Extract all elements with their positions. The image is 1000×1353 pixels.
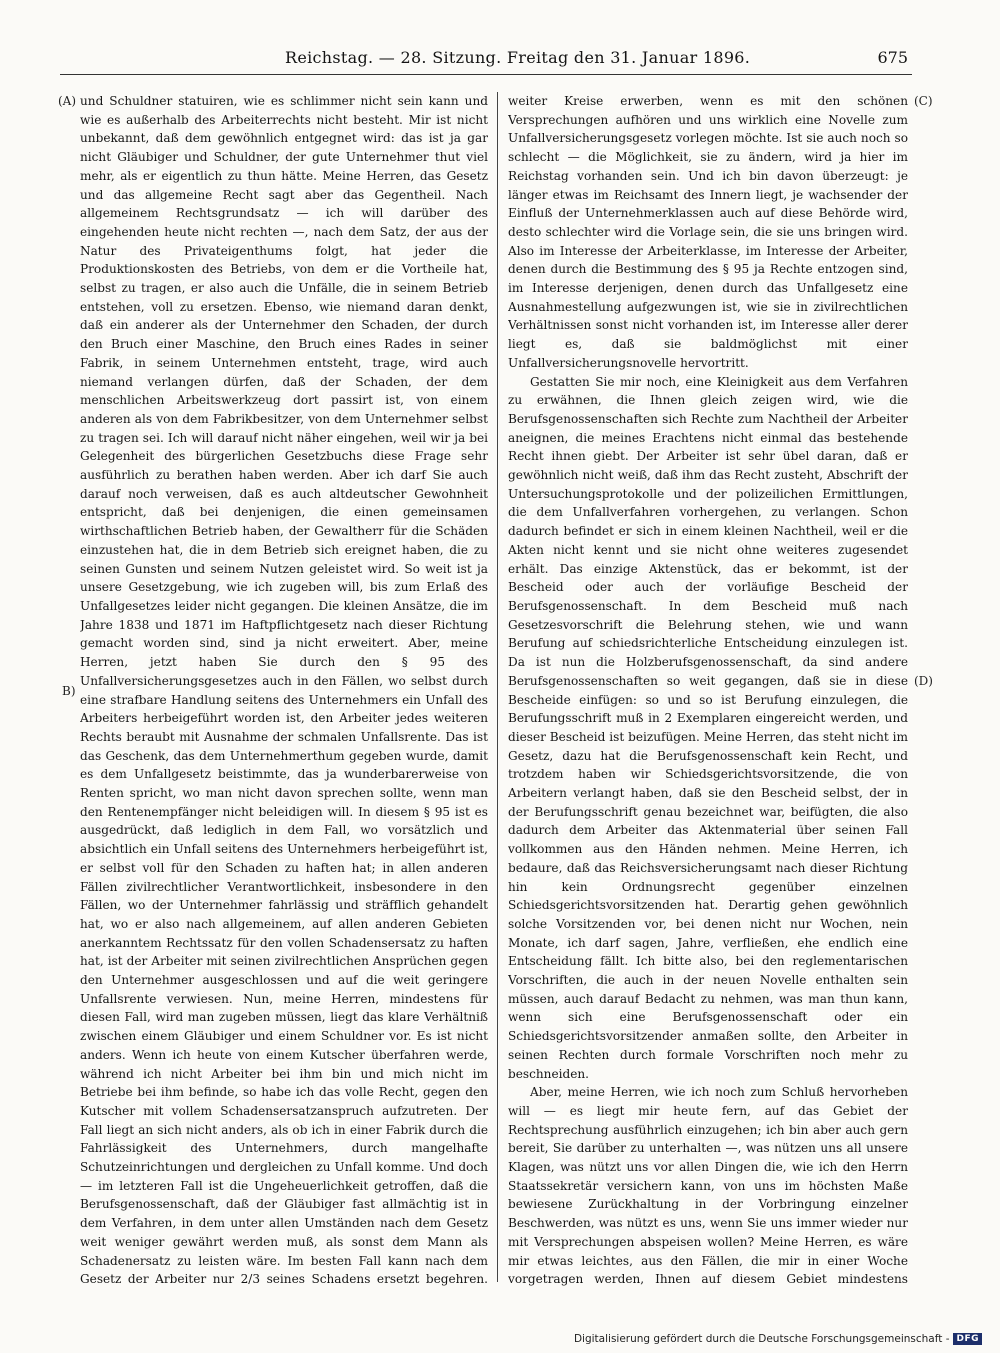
left-column — [80, 92, 488, 1292]
right-column — [508, 92, 908, 1292]
margin-marker-c: (C) — [914, 94, 933, 108]
page-header — [60, 44, 912, 74]
margin-marker-b: B) — [62, 684, 76, 698]
credit-text: Digitalisierung gefördert durch die Deutsche Forschungsgemeinschaft - — [573, 1333, 950, 1345]
paragraph: weiter Kreise erwerben, wenn es mit den schönen Versprechungen aufhören und uns wirklich eine Novelle zum Unfallversicherungsgesetz vorlegen möchte. Ist sie auch noch so schlecht — die Möglichkeit, sie zu ändern, wird ja hier im Reichstag vorhanden sein. Und ich bin davon überzeugt: je länger etwas im Reichsamt des Innern liegt, je wachsender der Einfluß der Unternehmerklassen auch auf diese Behörde wird, desto schlechter wird die Vorlage sein, die sie uns bringen wird. Also im Interesse der Arbeiterklasse, im Interesse der Arbeiter, denen durch die Bestimmung des § 95 ja Rechte entzogen sind, im Interesse derjenigen, denen durch das Unfallgesetz eine Ausnahmestellung aufgezwungen ist, wie sie in zivilrechtlichen Verhältnissen sonst nicht vorhanden ist, im Interesse aller derer liegt es, daß sie baldmöglichst mit einer Unfallversicherungsnovelle hervortritt. — [508, 94, 908, 370]
paragraph: und Schuldner statuiren, wie es schlimmer nicht sein kann und wie es außerhalb des Arbeiterrechts nicht besteht. Mir ist nicht unbekannt, daß dem gewöhnlich entgegnet wird: das ist ja gar nicht Gläubiger und Schuldner, der gute Unternehmer thut viel mehr, als er eigentlich zu thun hätte. Meine Herren, das Gesetz und das allgemeine Recht sagt aber das Gegentheil. Nach allgemeinem Rechtsgrundsatz — ich will darüber des eingehenden heute nicht rechten —, nach dem Satz, der aus der Natur des Privateigenthums folgt, hat jeder die Produktionskosten des Betriebs, von dem er die Vortheile hat, selbst zu tragen, er also auch die Unfälle, die in seinem Betrieb entstehen, voll zu ersetzen. Ebenso, wie niemand daran denkt, daß ein anderer als der Unternehmer den Schaden, der durch den Bruch einer Maschine, den Bruch eines Rades in seiner Fabrik, in seinem Unternehmen entsteht, trage, wird auch niemand verlangen dürfen, daß der Schaden, der dem menschlichen Arbeitswerkzeug dort passirt ist, von einem anderen als von dem Fabrikbesitzer, von dem Unternehmer selbst zu tragen sei. Ich will darauf nicht näher eingehen, weil wir ja bei Gelegenheit des bürgerlichen Gesetzbuchs diese Frage sehr ausführlich zu berathen haben werden. Aber ich darf Sie auch darauf noch verweisen, daß es auch altdeutscher Gewohnheit entspricht, daß bei denjenigen, die einen gemeinsamen wirthschaftlichen Betrieb haben, der Gewaltherr für die Schäden einzustehen hat, die in dem Betrieb sich ereignet haben, die zu seinen Gunsten und seinem Nutzen geleistet wird. So weit ist ja unsere Gesetzgebung, wie ich zugeben will, bis zum Erlaß des Unfallgesetzes leider nicht gegangen. Die kleinen Ansätze, die im Jahre 1838 und 1871 im Haftpflichtgesetz nach dieser Richtung gemacht worden sind, sind ja nicht erweitert. Aber, meine Herren, jetzt haben Sie durch den § 95 des Unfallversicherungsgesetzes auch in den Fällen, wo selbst durch eine strafbare Handlung seitens des Unternehmers ein Unfall des Arbeiters herbeigeführt worden ist, den Arbeiter jedes weiteren Rechts beraubt mit Ausnahme der schmalen Unfallsrente. Das ist das Geschenk, das dem Unternehmerthum gegeben wurde, damit es dem Unfallgesetz beistimmte, das ja wunderbarerweise von Renten spricht, wo man nicht davon sprechen sollte, wenn man den Rentenempfänger nicht beleidigen will. In diesem § 95 ist es ausgedrückt, daß lediglich in dem Fall, wo vorsätzlich und absichtlich ein Unfall seitens des Unternehmers herbeigeführt ist, er selbst voll für den Schaden zu haften hat; in allen anderen Fällen zivilrechtlicher Verantwortlichkeit, insbesondere in den Fällen, wo der Unternehmer fahrlässig und sträfflich gehandelt hat, wo er also nach allgemeinem, auf allen anderen Gebieten anerkanntem Rechtssatz für den vollen Schadensersatz zu haften hat, ist der Arbeiter mit seinen zivilrechtlichen Ansprüchen gegen den Unternehmer ausgeschlossen und auf die weit geringere Unfallsrente verwiesen. Nun, meine Herren, mindestens für diesen Fall, wird man zugeben müssen, liegt das klare Verhältniß zwischen einem Gläubiger und einem Schuldner vor. Es ist nicht anders. Wenn ich heute von einem Kutscher überfahren werde, während ich nicht Arbeiter bei ihm bin und mich nicht im Betriebe bei ihm befinde, so habe ich das volle Recht, gegen den Kutscher mit vollem Schadensersatzanspruch aufzutreten. Der Fall liegt an sich nicht anders, als ob ich in einer Fabrik durch die Fahrlässigkeit des Unternehmers, durch mangelhafte Schutzeinrichtungen und dergleichen zu Unfall komme. Und doch — im letzteren Fall ist die Ungeheuerlichkeit getroffen, daß die Berufsgenossenschaft, daß der Gläubiger fast allmächtig ist in dem Verfahren, in dem unter allen Umständen nach dem Gesetz weit weniger gewährt werden muß, als sonst dem Mann als Schadenersatz zu leisten wäre. Im besten Fall kann nach dem Gesetz der Arbeiter nur 2/3 seines Schadens ersetzt begehren. — [80, 94, 488, 1287]
page-number: 675 — [877, 48, 908, 67]
margin-marker-d: (D) — [914, 674, 933, 688]
paragraph: Gestatten Sie mir noch, eine Kleinigkeit aus dem Verfahren zu erwähnen, die Ihnen gleich zeigen wird, wie die Berufsgenossenschaften sich Rechte zum Nachtheil der Arbeiter aneignen, die meines Erachtens nicht einmal das bestehende Recht ihnen giebt. Der Arbeiter ist sehr übel daran, daß er gewöhnlich nicht weiß, daß ihm das Recht zusteht, Abschrift der Untersuchungsprotokolle und der polizeilichen Ermittlungen, die dem Unfallverfahren vorhergehen, zu verlangen. Schon dadurch befindet er sich in einem kleinen Nachtheil, weil er die Akten nicht kennt und sie nicht ohne weiteres zugesendet erhält. Das einzige Aktenstück, das er bekommt, ist der Bescheid oder auch der vorläufige Bescheid der Berufsgenossenschaft. In dem Bescheid muß nach Gesetzesvorschrift die Belehrung stehen, wie und wann Berufung auf schiedsrichterliche Entscheidung einzulegen ist. Da ist nun die Holzberufsgenossenschaft, da sind andere Berufsgenossenschaften so weit gegangen, daß sie in diese Bescheide einfügen: so und so ist Berufung einzulegen, die Berufungsschrift muß in 2 Exemplaren eingereicht werden, und dieser Bescheid ist beizufügen. Meine Herren, das steht nicht im Gesetz, dazu hat die Berufsgenossenschaft kein Recht, und trotzdem haben wir Schiedsgerichtsvorsitzende, die von Arbeitern verlangt haben, daß sie den Bescheid selbst, der in der Berufungsschrift genau bezeichnet war, beifügten, die also dadurch dem Arbeiter das Aktenmaterial über seinen Fall vollkommen aus den Händen nehmen. Meine Herren, ich bedaure, daß das Reichsversicherungsamt nach dieser Richtung hin kein Ordnungsrecht gegenüber einzelnen Schiedsgerichtsvorsitzenden hat. Derartig gehen gewöhnlich solche Vorsitzenden vor, bei denen nicht nur Wochen, nein Monate, ich darf sagen, Jahre, verfließen, ehe endlich eine Entscheidung fällt. Ich bitte also, bei den reglementarischen Vorschriften, die auch in der neuen Novelle enthalten sein müssen, auch darauf Bedacht zu nehmen, was man thun kann, wenn sich eine Berufsgenossenschaft oder ein Schiedsgerichtsvorsitzender anmaßen sollte, den Arbeiter in seinen Rechten durch formale Vorschriften noch mehr zu beschneiden. — [508, 374, 908, 1081]
paragraph: Aber, meine Herren, wie ich noch zum Schluß hervorheben will — es liegt mir heute fern, auf das Gebiet der Rechtsprechung ausführlich einzugehen; ich bin aber auch gern bereit, Sie darüber zu unterhalten —, was nützen uns all unsere Klagen, was nützt uns vor allen Dingen die, wie ich den Herrn Staatssekretär versichern kann, von uns im höchsten Maße bewiesene Zurückhaltung in der Vorbringung einzelner Beschwerden, was nützt es uns, wenn Sie uns immer wieder nur mit Versprechungen abspeisen wollen? Meine Herren, es wäre mir etwas leichtes, aus den Fällen, die mir in einer Woche vorgetragen werden, Ihnen auf diesem Gebiet mindestens — [508, 1085, 908, 1287]
dfg-logo: DFG — [953, 1333, 982, 1345]
header-rule — [60, 74, 912, 75]
column-divider — [497, 92, 498, 1282]
digitization-credit — [574, 1333, 982, 1345]
running-head: Reichstag. — 28. Sitzung. Freitag den 31. Januar 1896. — [285, 48, 751, 67]
margin-marker-a: (A) — [58, 94, 77, 108]
